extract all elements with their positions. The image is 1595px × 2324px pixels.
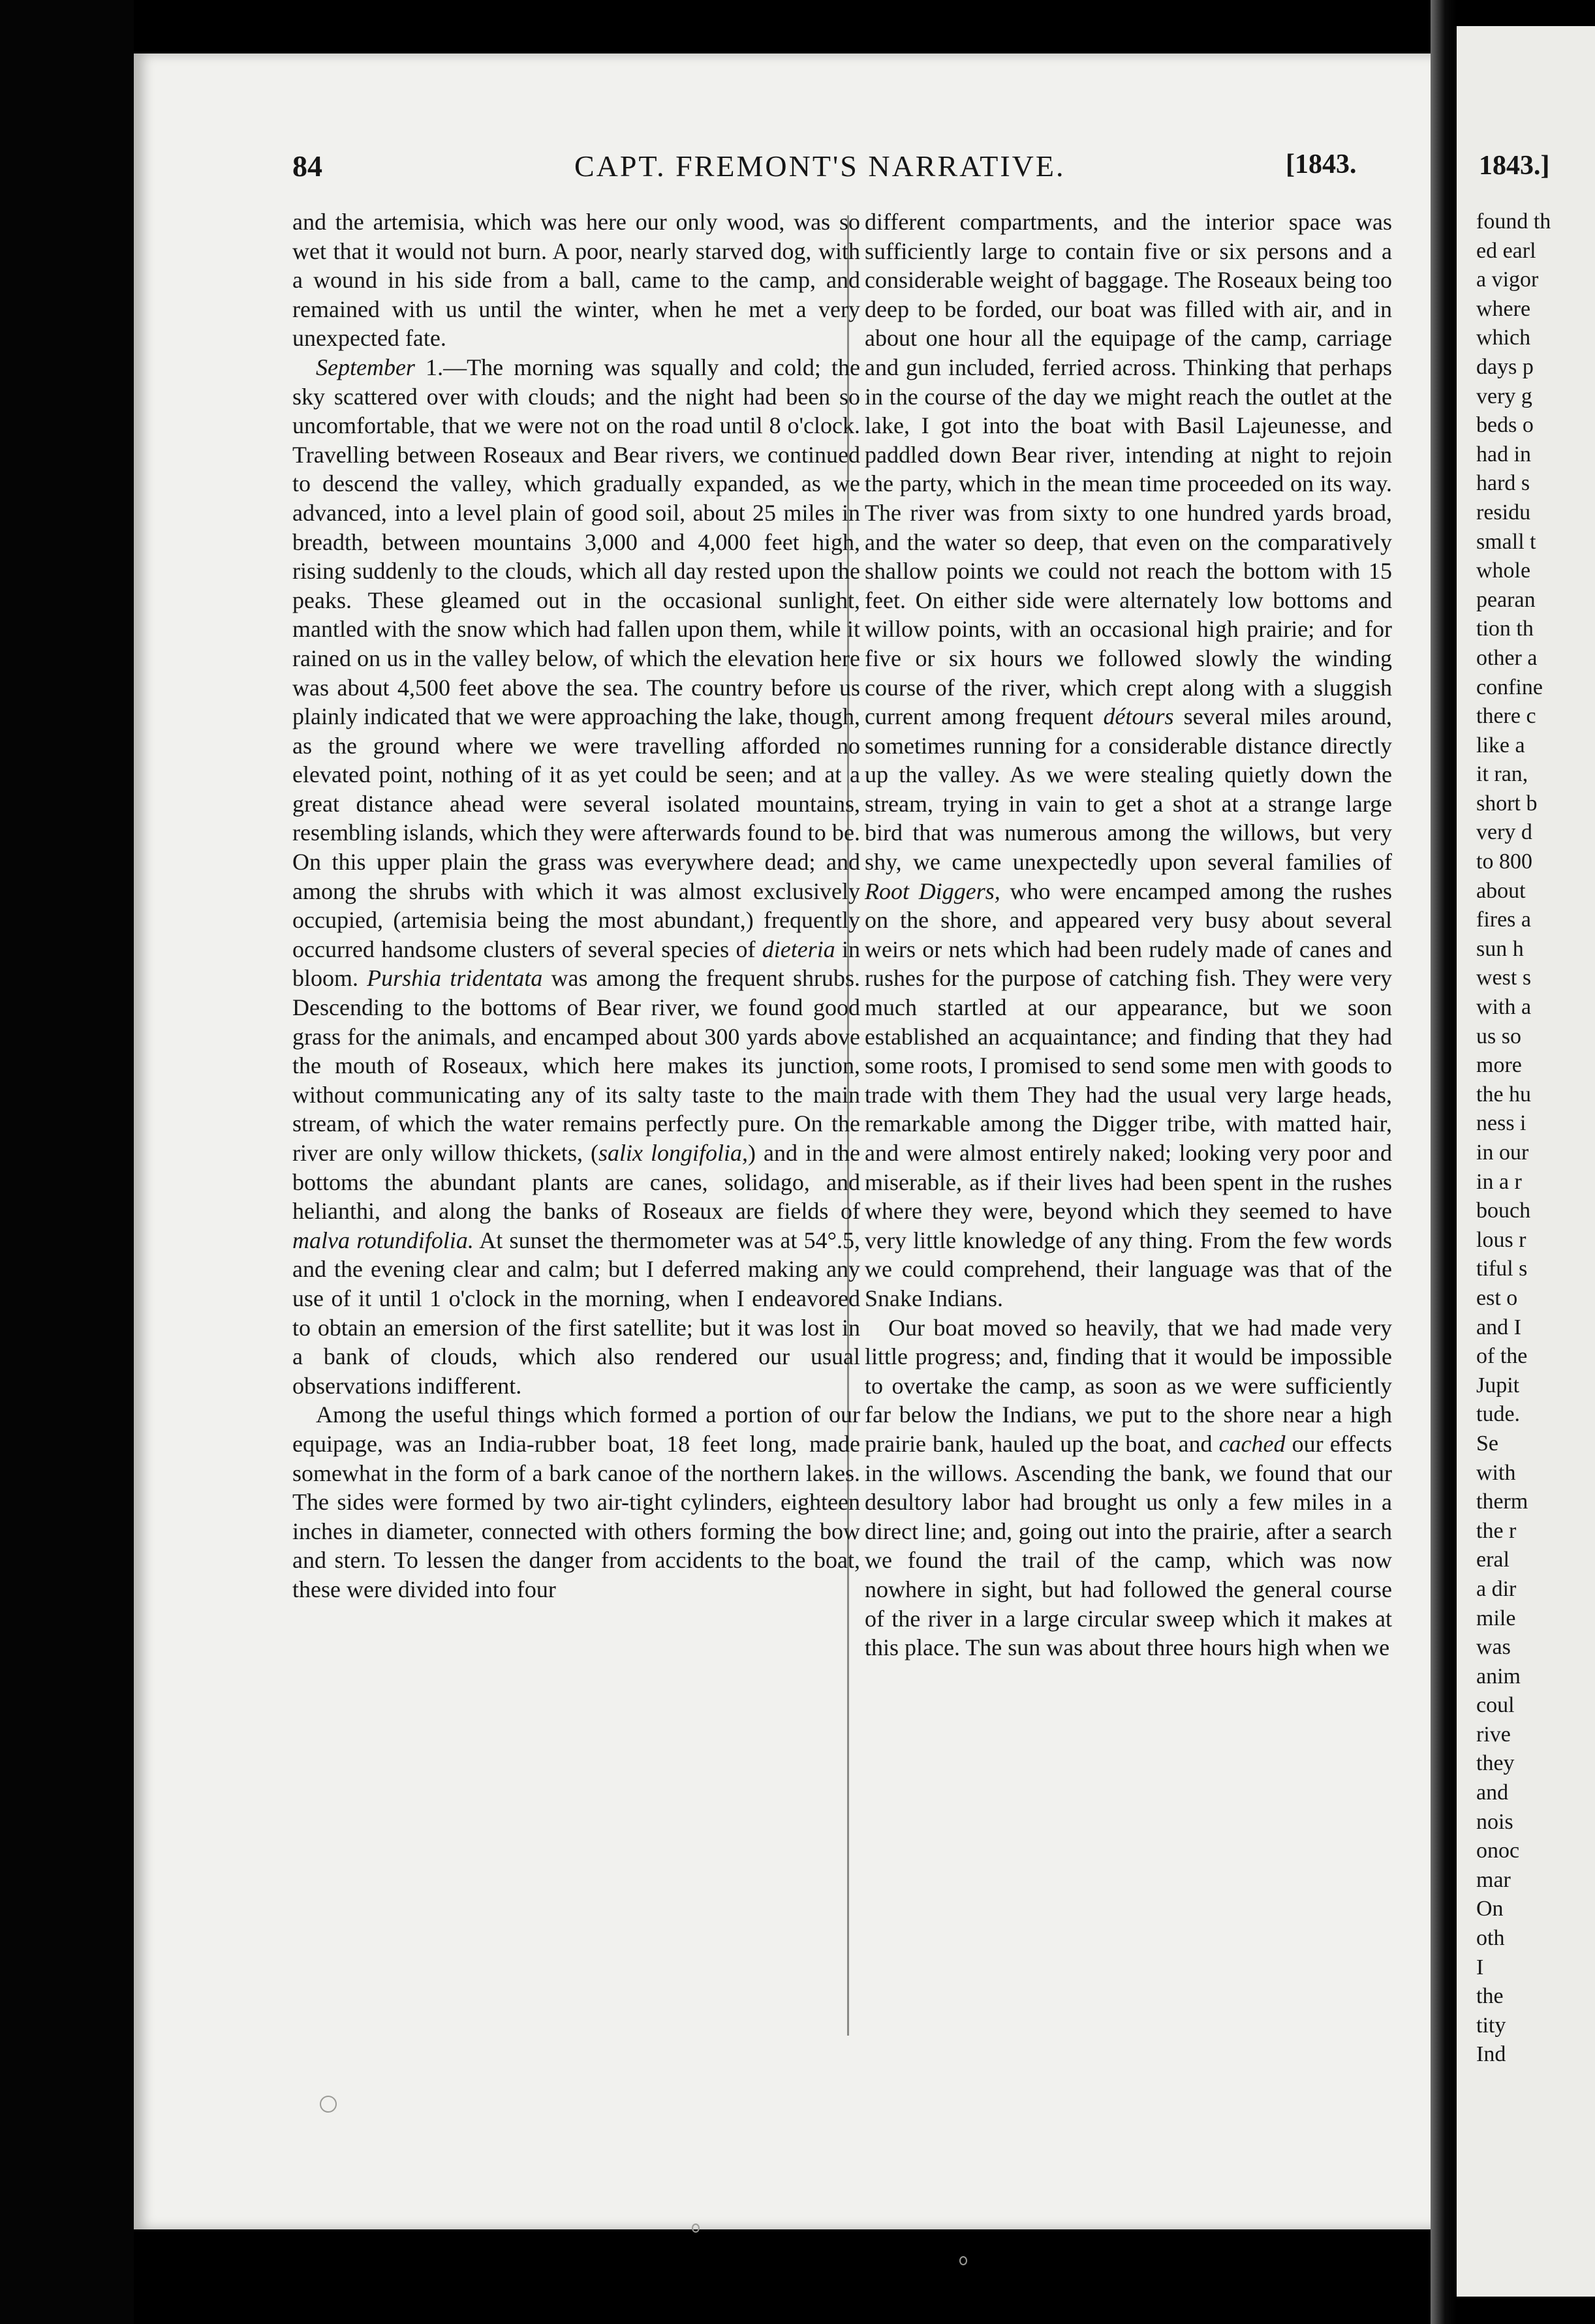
facing-page-line: with — [1476, 1460, 1516, 1485]
facing-page-header: 1843.] — [1479, 151, 1550, 181]
facing-page-line: it ran, — [1476, 762, 1528, 787]
facing-page-line: Jupit — [1476, 1373, 1520, 1398]
facing-page-line: hard s — [1476, 471, 1530, 496]
paragraph — [865, 207, 1392, 1313]
paragraph — [292, 353, 860, 1400]
facing-page-line: tity — [1476, 2013, 1506, 2038]
facing-page-line: a dir — [1476, 1576, 1517, 1601]
facing-page-line: there c — [1476, 704, 1536, 729]
text-run: ) and in the bottoms the abundant plants are canes, solidago, and helianthi, and along the banks of Roseaux are fields of — [292, 1140, 861, 1225]
text-run: several miles around, sometimes running for a considerable distance directly up the valley. As we were stealing quietly down the stream, trying in vain to get a shot at a strange large bird that was numerous among the willows, but very shy, we came unexpectedly upon several families of — [865, 703, 1392, 876]
text-run: our effects in the willows. Ascending the bank, we found that our desultory labor had brought us only a few miles in a direct line; and, going out into the prairie, after a search we found the trail of the camp, which was now nowhere in sight, but had followed the general course of the river in a large circular sweep which it makes at this place. The sun was about three hours high when we — [865, 1430, 1392, 1661]
facing-page-line: fires a — [1476, 908, 1532, 932]
facing-page-line: whole — [1476, 558, 1531, 583]
italic-text: cached — [1218, 1430, 1286, 1457]
scan-speck — [692, 2224, 700, 2233]
italic-text: détours — [1103, 703, 1174, 730]
italic-text: salix longifolia, — [598, 1140, 748, 1166]
facing-page-line: est o — [1476, 1285, 1518, 1310]
facing-page-line: lous r — [1476, 1227, 1526, 1252]
facing-page-line: mile — [1476, 1606, 1516, 1630]
paragraph — [865, 1313, 1392, 1662]
italic-text: Purshia tridentata — [367, 965, 543, 992]
facing-page-line: and — [1476, 1781, 1509, 1805]
facing-page-line: confine — [1476, 675, 1543, 699]
facing-page-line: anim — [1476, 1664, 1521, 1689]
facing-page-line: where — [1476, 296, 1531, 321]
facing-page-line: of the — [1476, 1344, 1528, 1369]
italic-text: dieteria — [762, 936, 835, 962]
facing-page-line: which — [1476, 326, 1531, 350]
italic-text: malva rotundifolia. — [292, 1227, 474, 1253]
right-column — [865, 207, 1392, 1662]
facing-page-line: On — [1476, 1897, 1504, 1921]
facing-page-line: the r — [1476, 1518, 1517, 1543]
facing-page-line: they — [1476, 1751, 1515, 1776]
facing-page-line: Se — [1476, 1431, 1498, 1456]
text-run: Among the useful things which formed a portion of our equipage, was an India-rubber boat, 18 feet long, made somewhat in the form of a bark canoe of the northern lakes. The sides were formed by two air-tight cylinders, eighteen inches in diameter, connected with others forming the bow and stern. To lessen the danger from accidents to the boat, these were divided into four — [292, 1401, 860, 1602]
scan-speck — [959, 2256, 967, 2265]
facing-page-line: short b — [1476, 791, 1538, 816]
facing-page-line: the — [1476, 1984, 1504, 2009]
facing-page-line: sun h — [1476, 936, 1524, 961]
italic-text: September — [316, 354, 415, 380]
facing-page-line: Ind — [1476, 2042, 1506, 2067]
facing-page-line: ness i — [1476, 1111, 1526, 1136]
paragraph — [292, 1400, 860, 1604]
facing-page-line: onoc — [1476, 1839, 1520, 1863]
facing-page-line: small t — [1476, 529, 1536, 554]
facing-page-line: bouch — [1476, 1199, 1531, 1223]
facing-page-line: beds o — [1476, 413, 1534, 438]
facing-page-line: tion th — [1476, 617, 1534, 641]
paragraph — [292, 207, 860, 353]
text-run: was among the frequent shrubs. Descending to the bottoms of Bear river, we found good grass for the animals, and encamped about 300 yards above the mouth of Roseaux, which here makes its junction, without communicating any of its salty taste to the main stream, of which the water remains perfectly pure. On the river are only willow thickets, ( — [292, 965, 861, 1166]
facing-page-line: and I — [1476, 1315, 1521, 1339]
facing-page-line: in a r — [1476, 1169, 1522, 1194]
facing-page-line: very d — [1476, 820, 1532, 845]
facing-page-line: oth — [1476, 1926, 1505, 1951]
facing-page-line: eral — [1476, 1548, 1510, 1572]
facing-page-text — [1476, 207, 1595, 2070]
scan-speck — [320, 2096, 337, 2113]
facing-page-line: residu — [1476, 500, 1531, 525]
text-run: who were encamped among the rushes on the shore, and appeared very busy about several weirs or nets which had been rudely made of canes and rushes for the purpose of catching fish. They were very much startled at our appearance, but we soon established an acquaintance; and finding that they had some roots, I promised to send some men with goods to trade with them They had the usual very large heads, remarkable among the Digger tribe, with matted hair, and were almost entirely naked; looking very poor and miserable, as if their lives had been spent in the rushes where they were, beyond which they seemed to have very little knowledge of any thing. From the few words we could comprehend, their language was that of the Snake Indians. — [865, 878, 1392, 1311]
text-run: and the artemisia, which was here our only wood, was so wet that it would not burn. A poor, nearly starved dog, with a wound in his side from a ball, came to the camp, and remained with us until the winter, when he met a very unexpected fate. — [292, 209, 860, 352]
left-column — [292, 207, 860, 1604]
facing-page-line: ed earl — [1476, 238, 1536, 263]
facing-page-line: to 800 — [1476, 849, 1532, 874]
facing-page-line: mar — [1476, 1867, 1511, 1892]
facing-page-line: was — [1476, 1635, 1511, 1660]
facing-page-line: about — [1476, 878, 1526, 903]
facing-page-line: more — [1476, 1053, 1522, 1078]
text-run: 1.—The morning was squally and cold; the sky scattered over with clouds; and the night had been so uncomfortable, that we were not on the road until 8 o'clock. Travelling between Roseaux and Bear rivers, we continued to descend the valley, which gradually expanded, as we advanced, into a level plain of good soil, about 25 miles in breadth, between mountains 3,000 and 4,000 feet high, rising suddenly to the clouds, which all day rested upon the peaks. These gleamed out in the occasional sunlight, mantled with the snow which had fallen upon them, while it rained on us in the valley below, of which the elevation here was about 4,500 feet above the sea. The country before us plainly indicated that we were approaching the lake, though, as the ground where we were travelling afforded no elevated point, nothing of it as yet could be seen; and at a great distance ahead were several isolated mountains, resembling islands, which they were afterwards found to be. On this upper plain the grass was everywhere dead; and among the shrubs with which it was almost exclusively occupied, (artemisia being the most abundant,) frequently occurred handsome clusters of several species of — [292, 354, 860, 962]
facing-page-line: the hu — [1476, 1082, 1532, 1107]
facing-page-line: therm — [1476, 1490, 1528, 1514]
facing-page-line: us so — [1476, 1024, 1521, 1048]
header-year: [1843. — [1286, 149, 1357, 179]
running-title: CAPT. FREMONT'S NARRATIVE. — [574, 149, 1066, 183]
facing-page-line: had in — [1476, 442, 1532, 466]
facing-page-line: very g — [1476, 384, 1532, 408]
facing-page-line: a vigor — [1476, 268, 1539, 292]
facing-page-line: found th — [1476, 209, 1551, 234]
facing-page-line: like a — [1476, 733, 1525, 757]
scan-border — [0, 0, 134, 2324]
facing-page-line: coul — [1476, 1693, 1515, 1718]
facing-page-line: tiful s — [1476, 1257, 1528, 1281]
page-number: 84 — [292, 149, 322, 183]
facing-page-line: tude. — [1476, 1402, 1521, 1427]
facing-page-line: I — [1476, 1955, 1484, 1980]
italic-text: Root Diggers, — [865, 878, 1000, 904]
page-gutter — [1431, 0, 1457, 2324]
text-run: different compartments, and the interior space was sufficiently large to contain five or six persons and a considerable weight of baggage. The Roseaux being too deep to be forded, our boat was filled with air, and in about one hour all the equipage of the camp, carriage and gun included, ferried across. Thinking that perhaps in the course of the day we might reach the outlet at the lake, I got into the boat with Basil Lajeunesse, and paddled down Bear river, intending at night to rejoin the party, which in the mean time proceeded on its way. The river was from sixty to one hundred yards broad, and the water so deep, that even on the comparatively shallow points we could not reach the bottom with 15 feet. On either side were alternately low bottoms and willow points, with an occasional high prairie; and for five or six hours we followed slowly the winding course of the river, which crept along with a sluggish current among frequent — [865, 209, 1392, 730]
facing-page-line: with a — [1476, 995, 1532, 1020]
text-run: Our boat moved so heavily, that we had made very little progress; and, finding that it would be impossible to overtake the camp, as soon as we were sufficiently far below the Indians, we put to the shore near a high prairie bank, hauled up the boat, and — [865, 1314, 1392, 1457]
text-run: At sunset the thermometer was at 54°.5, and the evening clear and calm; but I deferred making any use of it until 1 o'clock in the morning, when I endeavored to obtain an emersion of the first satellite; but it was lost in a bank of clouds, which also rendered our usual observations indifferent. — [292, 1227, 860, 1399]
facing-page-line: in our — [1476, 1140, 1529, 1165]
facing-page-line: pearan — [1476, 587, 1536, 612]
facing-page-line: other a — [1476, 645, 1538, 670]
facing-page-line: nois — [1476, 1809, 1513, 1834]
facing-page-line: west s — [1476, 966, 1532, 990]
text-run: in bloom. — [292, 936, 860, 992]
facing-page-line: days p — [1476, 354, 1534, 379]
facing-page-line: rive — [1476, 1722, 1511, 1747]
